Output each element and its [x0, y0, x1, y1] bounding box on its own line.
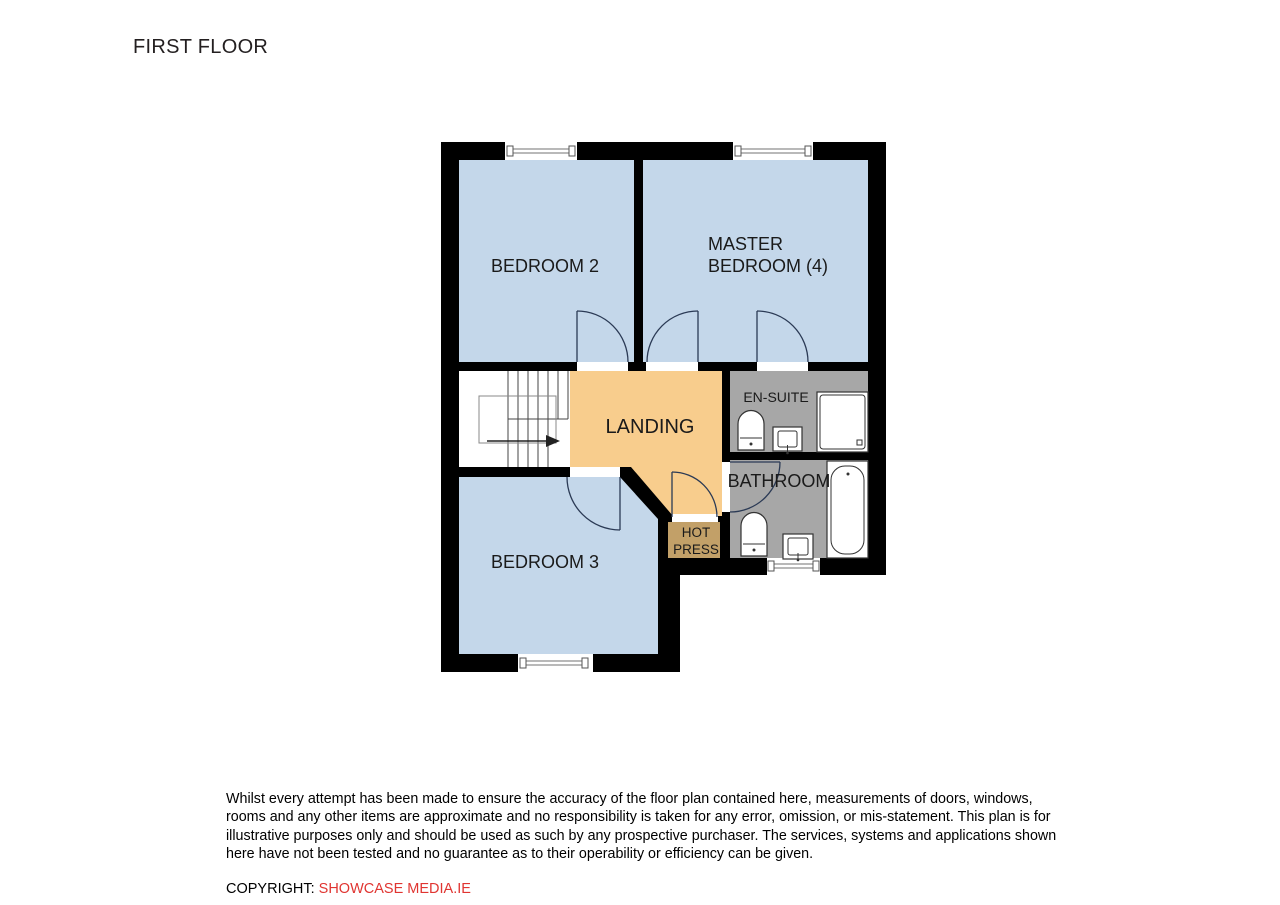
disclaimer-line: Whilst every attempt has been made to ensure the accuracy of the floor plan contained here, measurements of doors, windows,	[226, 791, 1033, 807]
disclaimer-line: rooms and any other items are approximate and no responsibility is taken for any error, omission, or mis-statement. This plan is for	[226, 809, 1051, 826]
master-bedroom-label-line1: MASTER	[708, 234, 784, 254]
disclaimer-line: illustrative purposes only and should be used as such by any prospective purchaser. The services, systems and applications shown	[226, 827, 1057, 844]
bathroom-window	[767, 558, 820, 575]
bathroom-toilet-icon	[741, 513, 767, 557]
bedroom2-label: BEDROOM 2	[490, 256, 600, 276]
bedroom3-window	[518, 654, 593, 672]
bedroom3-door-opening	[570, 467, 620, 477]
master-door-opening	[646, 362, 698, 371]
bedroom3-label: BEDROOM 3	[490, 552, 600, 572]
copyright-label: COPYRIGHT:	[226, 881, 315, 897]
landing-label: LANDING	[605, 416, 695, 438]
ensuite-door-opening	[757, 362, 808, 371]
disclaimer-line: here have not been tested and no guarantee as to their operability or efficiency can be given.	[226, 846, 814, 863]
hot-press-door-opening	[672, 514, 718, 522]
hot-press-label-line1: HOT	[681, 525, 711, 540]
copyright-company: SHOWCASE MEDIA.IE	[318, 881, 471, 897]
ensuite-shower-icon	[817, 392, 868, 452]
master-window	[733, 142, 813, 160]
ensuite-sink-icon	[773, 427, 802, 454]
ensuite-label: EN-SUITE	[743, 389, 809, 405]
bathtub-icon	[827, 461, 868, 558]
copyright-line	[226, 881, 471, 897]
master-bedroom-label-line2: BEDROOM (4)	[708, 256, 829, 276]
bathroom-label: BATHROOM	[727, 471, 831, 491]
ensuite-toilet-icon	[738, 411, 764, 451]
bathroom-sink-icon	[783, 534, 813, 561]
bedroom2-door-opening	[577, 362, 628, 371]
page-title: FIRST FLOOR	[133, 36, 269, 58]
bedroom2-window	[505, 142, 577, 160]
disclaimer-text	[226, 790, 1056, 864]
hot-press-label-line2: PRESS	[673, 542, 719, 557]
